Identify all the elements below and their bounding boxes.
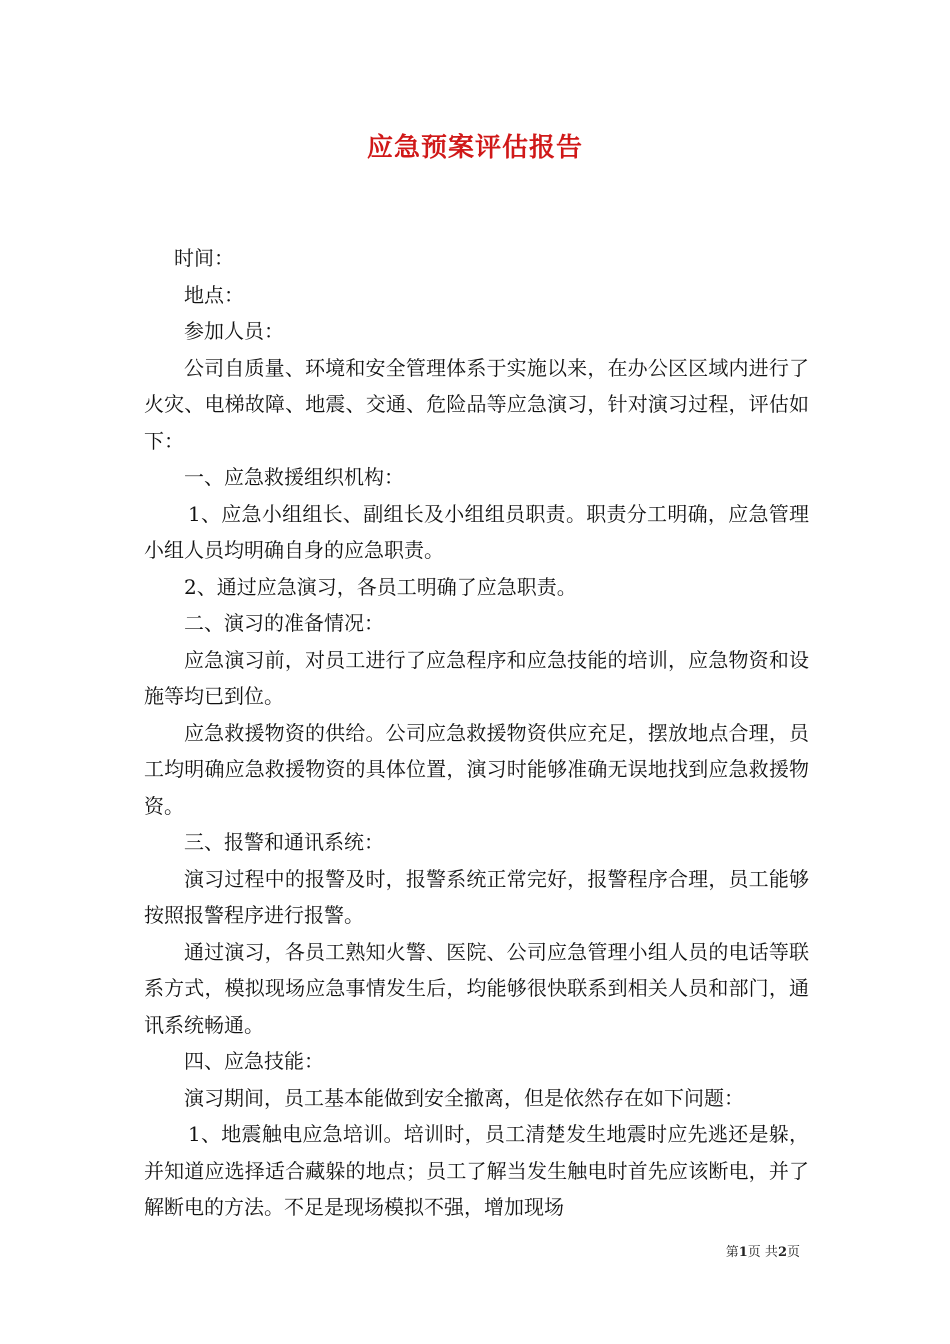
paragraph-4-2: 1、地震触电应急培训。培训时，员工清楚发生地震时应先逃还是躲，并知道应选择适合藏躲的地点；员工了解当发生触电时首先应该断电，并了解断电的方法。不足是现场模拟不强，增加现场	[144, 1122, 809, 1219]
footer-prefix: 第	[725, 1245, 739, 1260]
paragraph-3-2: 通过演习，各员工熟知火警、医院、公司应急管理小组人员的电话等联系方式，模拟现场应急事情发生后，均能够很快联系到相关人员和部门，通讯系统畅通。	[144, 939, 809, 1037]
paragraph-4-1: 演习期间，员工基本能做到安全撤离，但是依然存在如下问题：	[184, 1085, 744, 1110]
section-heading-2: 二、演习的准备情况：	[184, 611, 384, 635]
footer-total-pages: 2	[777, 1245, 787, 1260]
footer-current-page: 1	[738, 1245, 748, 1260]
paragraph-1-1: 1、应急小组组长、副组长及小组组员职责。职责分工明确，应急管理小组人员均明确自身的应急职责。	[144, 501, 809, 562]
footer-suffix: 页	[786, 1245, 800, 1260]
document-title: 应急预案评估报告	[366, 133, 583, 163]
paragraph-location: 地点：	[184, 282, 244, 307]
paragraph-participants: 参加人员：	[184, 319, 284, 343]
footer-middle: 页 共	[747, 1245, 778, 1260]
document-body	[144, 240, 809, 1226]
paragraph-2-1: 应急演习前，对员工进行了应急程序和应急技能的培训，应急物资和设施等均已到位。	[144, 647, 809, 708]
paragraph-2-2: 应急救援物资的供给。公司应急救援物资供应充足，摆放地点合理，员工均明确应急救援物资的具体位置，演习时能够准确无误地找到应急救援物资。	[144, 720, 809, 818]
paragraph-1-2: 2、通过应急演习，各员工明确了应急职责。	[184, 574, 577, 599]
paragraph-3-1: 演习过程中的报警及时，报警系统正常完好，报警程序合理，员工能够按照报警程序进行报警。	[144, 866, 809, 927]
section-heading-3: 三、报警和通讯系统：	[184, 830, 384, 854]
page-footer	[726, 1244, 800, 1262]
section-heading-1: 一、应急救援组织机构：	[184, 465, 404, 489]
paragraph-time: 时间：	[174, 246, 234, 270]
paragraph-intro: 公司自质量、环境和安全管理体系于实施以来，在办公区区域内进行了火灾、电梯故障、地震、交通、危险品等应急演习，针对演习过程，评估如下：	[144, 355, 809, 453]
section-heading-4: 四、应急技能：	[184, 1049, 324, 1073]
